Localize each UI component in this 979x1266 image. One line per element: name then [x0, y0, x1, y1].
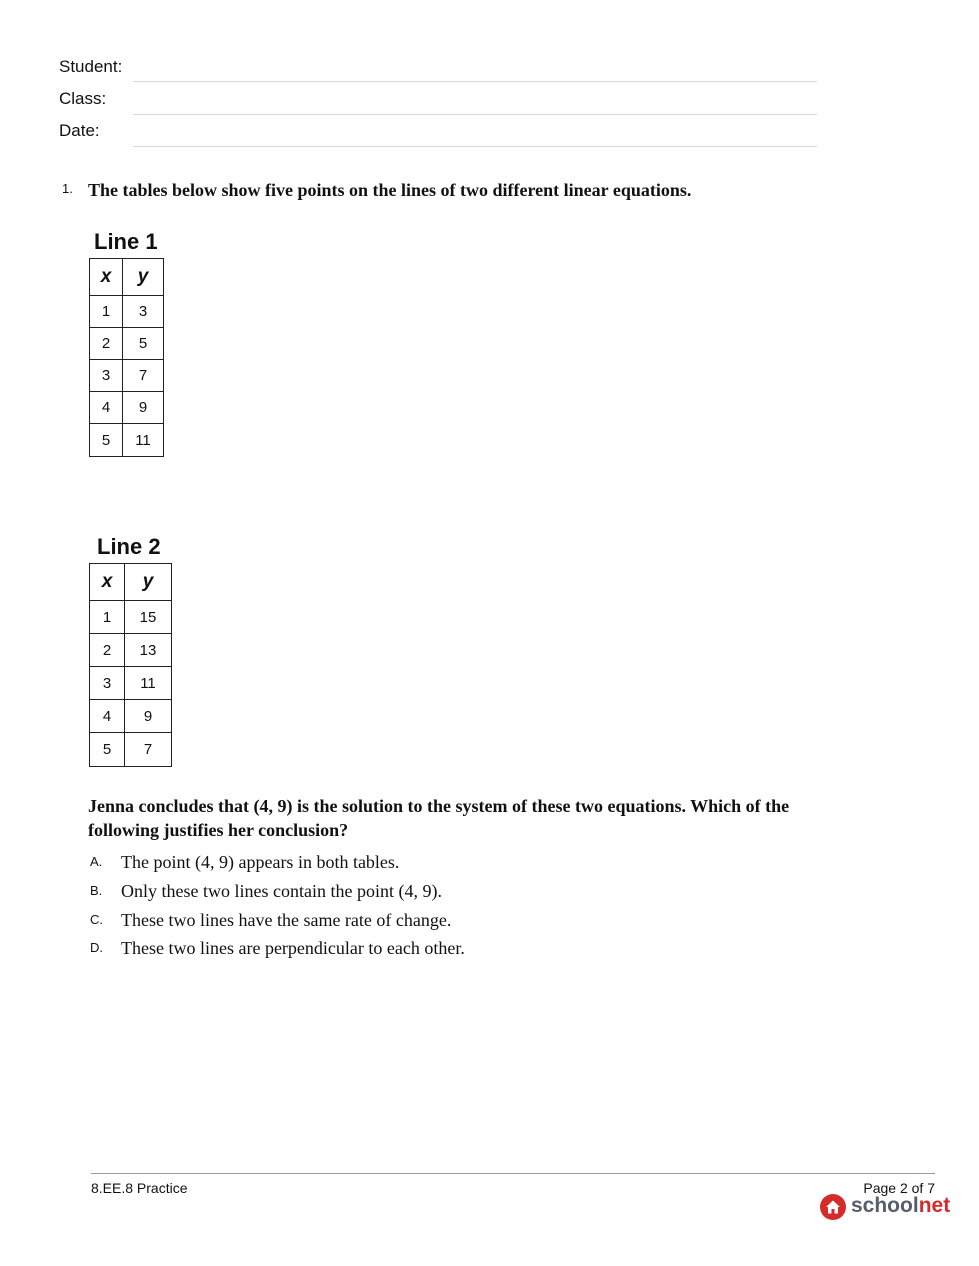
question-number: 1.: [62, 181, 73, 196]
table-row: [90, 700, 172, 733]
table-row: [90, 328, 164, 360]
logo-wordmark: [851, 1194, 950, 1218]
footer-divider: [91, 1173, 935, 1174]
cell-y: 11: [125, 667, 172, 700]
logo-text-net: net: [918, 1194, 951, 1217]
column-header-y: y: [125, 564, 172, 601]
schoolnet-logo: [820, 1194, 951, 1222]
cell-x: 4: [90, 700, 125, 733]
line-2-table: [89, 563, 172, 767]
cell-x: 5: [90, 733, 125, 767]
question-prompt: The tables below show five points on the lines of two different linear equations.: [88, 180, 692, 200]
table-row: [90, 360, 164, 392]
column-header-x: x: [90, 259, 123, 296]
student-field-line[interactable]: [133, 81, 817, 82]
table-row: [90, 296, 164, 328]
table-row: [90, 392, 164, 424]
option-d-letter: D.: [90, 940, 103, 955]
line-1-table: [89, 258, 164, 457]
option-a-letter: A.: [90, 854, 103, 869]
logo-text-school: school: [851, 1194, 919, 1217]
question-followup: Jenna concludes that (4, 9) is the solution to the system of these two equations. Which of the following justifies her conclusion?: [88, 796, 790, 840]
date-label: Date:: [59, 121, 100, 140]
option-b-letter: B.: [90, 883, 103, 898]
option-c[interactable]: These two lines have the same rate of change.: [121, 910, 452, 930]
cell-x: 4: [90, 392, 123, 424]
house-icon: [820, 1194, 846, 1220]
cell-y: 13: [125, 634, 172, 667]
cell-x: 2: [90, 328, 123, 360]
footer-title: 8.EE.8 Practice: [91, 1180, 188, 1196]
cell-x: 2: [90, 634, 125, 667]
cell-y: 15: [125, 601, 172, 634]
option-b[interactable]: Only these two lines contain the point (4, 9).: [121, 881, 442, 901]
cell-y: 11: [123, 424, 164, 457]
column-header-y: y: [123, 259, 164, 296]
column-header-x: x: [90, 564, 125, 601]
table-row: [90, 733, 172, 767]
cell-x: 3: [90, 667, 125, 700]
cell-y: 7: [125, 733, 172, 767]
cell-x: 1: [90, 296, 123, 328]
line-1-title: Line 1: [94, 229, 158, 254]
cell-x: 3: [90, 360, 123, 392]
class-field-line[interactable]: [133, 114, 817, 115]
option-c-letter: C.: [90, 912, 103, 927]
table-row: [90, 667, 172, 700]
cell-y: 7: [123, 360, 164, 392]
student-label: Student:: [59, 57, 123, 76]
date-field-line[interactable]: [133, 146, 817, 147]
cell-y: 9: [123, 392, 164, 424]
class-label: Class:: [59, 89, 107, 108]
cell-y: 5: [123, 328, 164, 360]
option-a[interactable]: The point (4, 9) appears in both tables.: [121, 852, 400, 872]
cell-y: 3: [123, 296, 164, 328]
line-2-title: Line 2: [97, 534, 161, 559]
table-row: [90, 634, 172, 667]
page-number: Page 2 of 7: [863, 1180, 935, 1196]
option-d[interactable]: These two lines are perpendicular to each other.: [121, 938, 465, 958]
table-row: [90, 424, 164, 457]
cell-y: 9: [125, 700, 172, 733]
table-row: [90, 601, 172, 634]
cell-x: 5: [90, 424, 123, 457]
cell-x: 1: [90, 601, 125, 634]
